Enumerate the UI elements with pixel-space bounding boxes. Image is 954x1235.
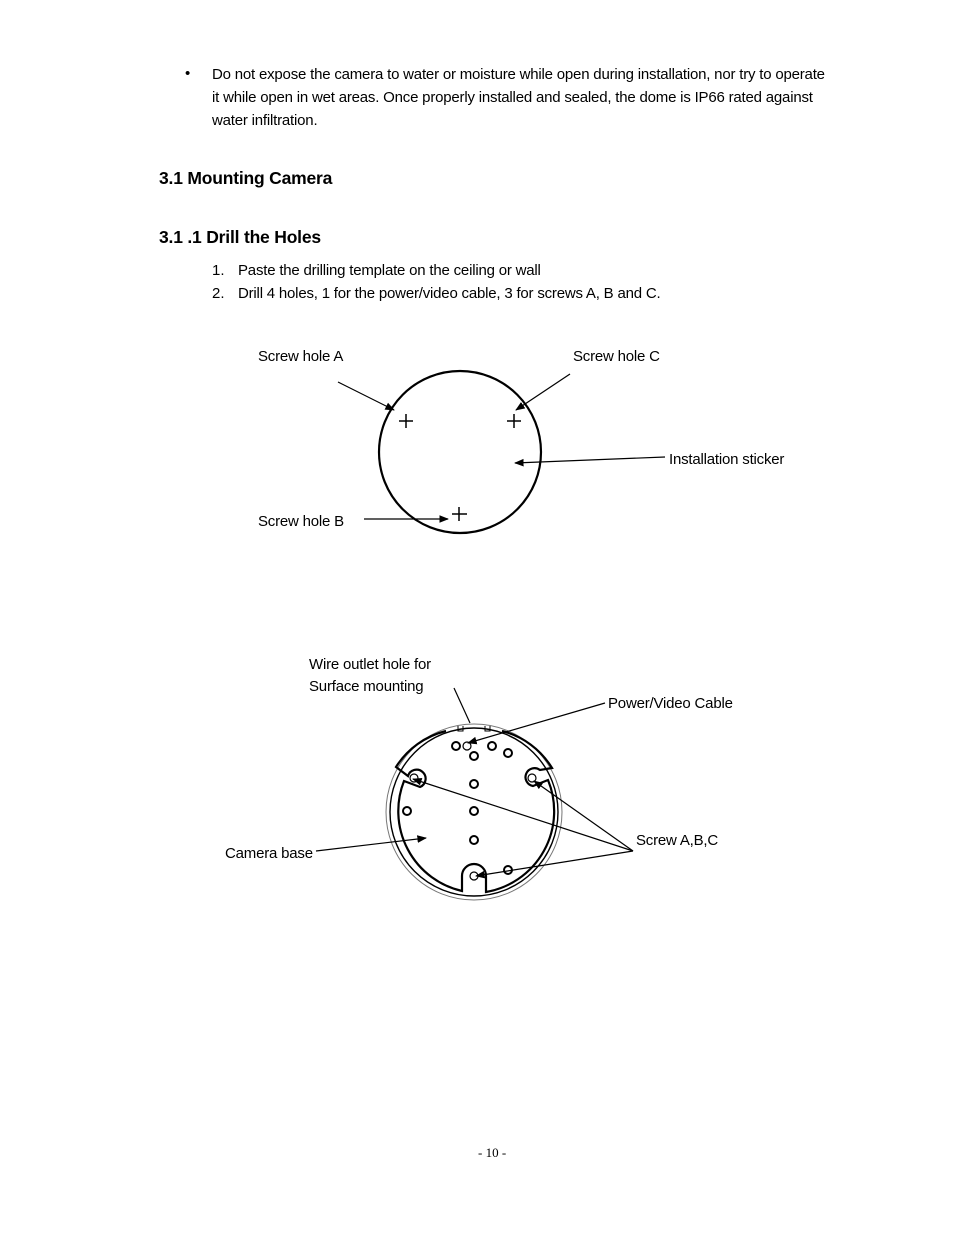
arrow-screw-a <box>413 779 633 851</box>
section-heading: 3.1 Mounting Camera <box>159 168 333 188</box>
base-rim <box>390 728 558 896</box>
step-1-number: 1. <box>212 262 225 279</box>
base-hole <box>452 742 460 750</box>
page-number: - 10 - <box>478 1145 507 1160</box>
arrow-screw-b <box>476 851 633 876</box>
arrow-camera-base <box>316 838 426 851</box>
step-2-text: Drill 4 holes, 1 for the power/video cable, 3 for screws A, B and C. <box>238 285 661 302</box>
arrow-screw-hole-a <box>338 382 394 410</box>
base-hole <box>488 742 496 750</box>
label-installation-sticker: Installation sticker <box>669 451 785 468</box>
arrow-installation-sticker <box>515 457 665 463</box>
label-screw-hole-a: Screw hole A <box>258 348 344 365</box>
screw-hole-a-cross <box>399 414 413 428</box>
camera-base-diagram <box>316 688 633 900</box>
bullet-text-line-2: it while open in wet areas. Once properly installed and sealed, the dome is IP66 rated against <box>212 89 813 106</box>
label-camera-base: Camera base <box>225 845 313 862</box>
screw-hole-b-cross <box>452 507 467 521</box>
cable-hole <box>463 742 471 750</box>
base-hole <box>470 836 478 844</box>
template-circle <box>379 371 541 533</box>
bullet-dot: • <box>185 65 191 82</box>
base-outer-ring <box>386 724 562 900</box>
label-screw-hole-b: Screw hole B <box>258 513 344 530</box>
label-screw-abc: Screw A,B,C <box>636 832 718 849</box>
drilling-template-diagram <box>338 371 665 533</box>
bullet-text-line-3: water infiltration. <box>212 112 318 129</box>
base-hole <box>403 807 411 815</box>
label-screw-hole-c: Screw hole C <box>573 348 660 365</box>
label-wire-outlet-line-2: Surface mounting <box>309 678 424 695</box>
screw-c-hole <box>528 774 536 782</box>
screw-hole-c-cross <box>507 414 521 428</box>
bullet-text-line-1: Do not expose the camera to water or moisture while open during installation, nor try to operate <box>212 66 825 83</box>
arrow-power-video-cable <box>468 703 605 743</box>
subsection-heading: 3.1 .1 Drill the Holes <box>159 227 321 247</box>
base-hole <box>504 749 512 757</box>
step-2-number: 2. <box>212 285 225 302</box>
label-wire-outlet-line-1: Wire outlet hole for <box>309 656 431 673</box>
base-hole <box>470 780 478 788</box>
base-hole <box>470 807 478 815</box>
step-1-text: Paste the drilling template on the ceiling or wall <box>238 262 541 279</box>
base-hole <box>470 752 478 760</box>
arrow-wire-outlet <box>454 688 470 723</box>
arrow-screw-hole-c <box>516 374 570 410</box>
label-power-video-cable: Power/Video Cable <box>608 695 733 712</box>
